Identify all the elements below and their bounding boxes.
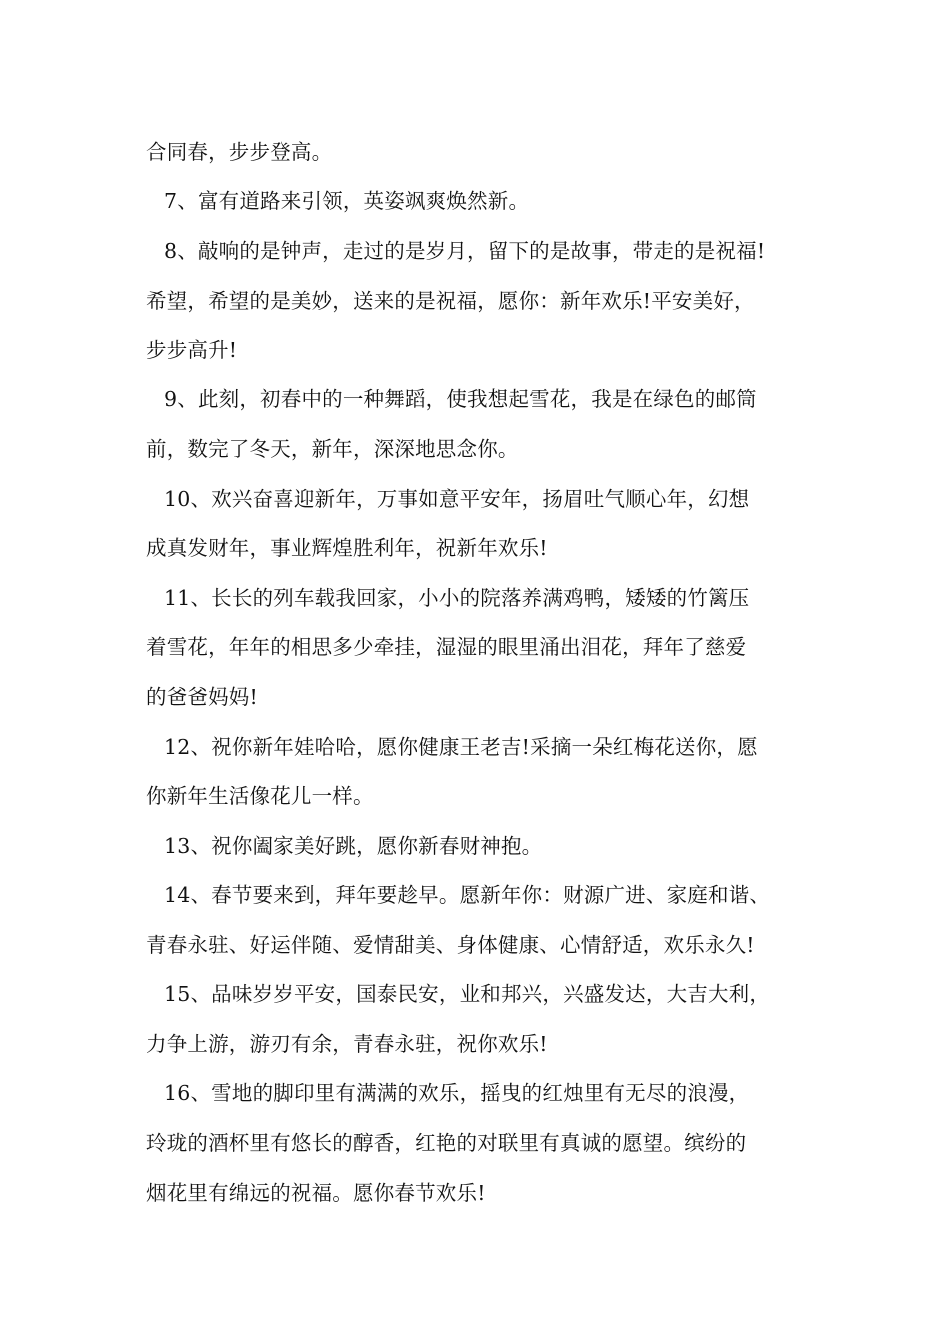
text-line: 11、长长的列车载我回家，小小的院落养满鸡鸭，矮矮的竹篱压 <box>164 586 750 610</box>
text-line: 前，数完了冬天，新年，深深地思念你。 <box>146 437 519 461</box>
text-line: 12、祝你新年娃哈哈，愿你健康王老吉!采摘一朵红梅花送你，愿 <box>164 735 758 759</box>
text-line: 希望，希望的是美妙，送来的是祝福，愿你：新年欢乐!平安美好， <box>146 289 755 313</box>
text-line: 14、春节要来到，拜年要趁早。愿新年你：财源广进、家庭和谐、 <box>164 883 771 907</box>
text-line: 着雪花，年年的相思多少牵挂，湿湿的眼里涌出泪花，拜年了慈爱 <box>146 635 747 659</box>
text-line: 10、欢兴奋喜迎新年，万事如意平安年，扬眉吐气顺心年，幻想 <box>164 487 750 511</box>
text-line: 合同春，步步登高。 <box>146 140 333 164</box>
text-line: 的爸爸妈妈! <box>146 685 258 709</box>
text-line: 成真发财年，事业辉煌胜利年，祝新年欢乐! <box>146 536 548 560</box>
text-line: 你新年生活像花儿一样。 <box>146 784 374 808</box>
text-line: 力争上游，游刃有余，青春永驻，祝你欢乐! <box>146 1032 548 1056</box>
text-line: 7、富有道路来引领，英姿飒爽焕然新。 <box>164 189 530 213</box>
text-line: 玲珑的酒杯里有悠长的醇香，红艳的对联里有真诚的愿望。缤纷的 <box>146 1131 747 1155</box>
text-line: 青春永驻、好运伴随、爱情甜美、身体健康、心情舒适，欢乐永久! <box>146 933 755 957</box>
text-line: 烟花里有绵远的祝福。愿你春节欢乐! <box>146 1181 486 1205</box>
text-line: 13、祝你阖家美好跳，愿你新春财神抱。 <box>164 834 543 858</box>
text-line: 9、此刻，初春中的一种舞蹈，使我想起雪花，我是在绿色的邮筒 <box>164 387 757 411</box>
text-line: 步步高升! <box>146 338 238 362</box>
text-line: 16、雪地的脚印里有满满的欢乐，摇曳的红烛里有无尽的浪漫， <box>164 1081 750 1105</box>
text-line: 15、品味岁岁平安，国泰民安，业和邦兴，兴盛发达，大吉大利， <box>164 982 771 1006</box>
text-line: 8、敲响的是钟声，走过的是岁月，留下的是故事，带走的是祝福! <box>164 239 766 263</box>
